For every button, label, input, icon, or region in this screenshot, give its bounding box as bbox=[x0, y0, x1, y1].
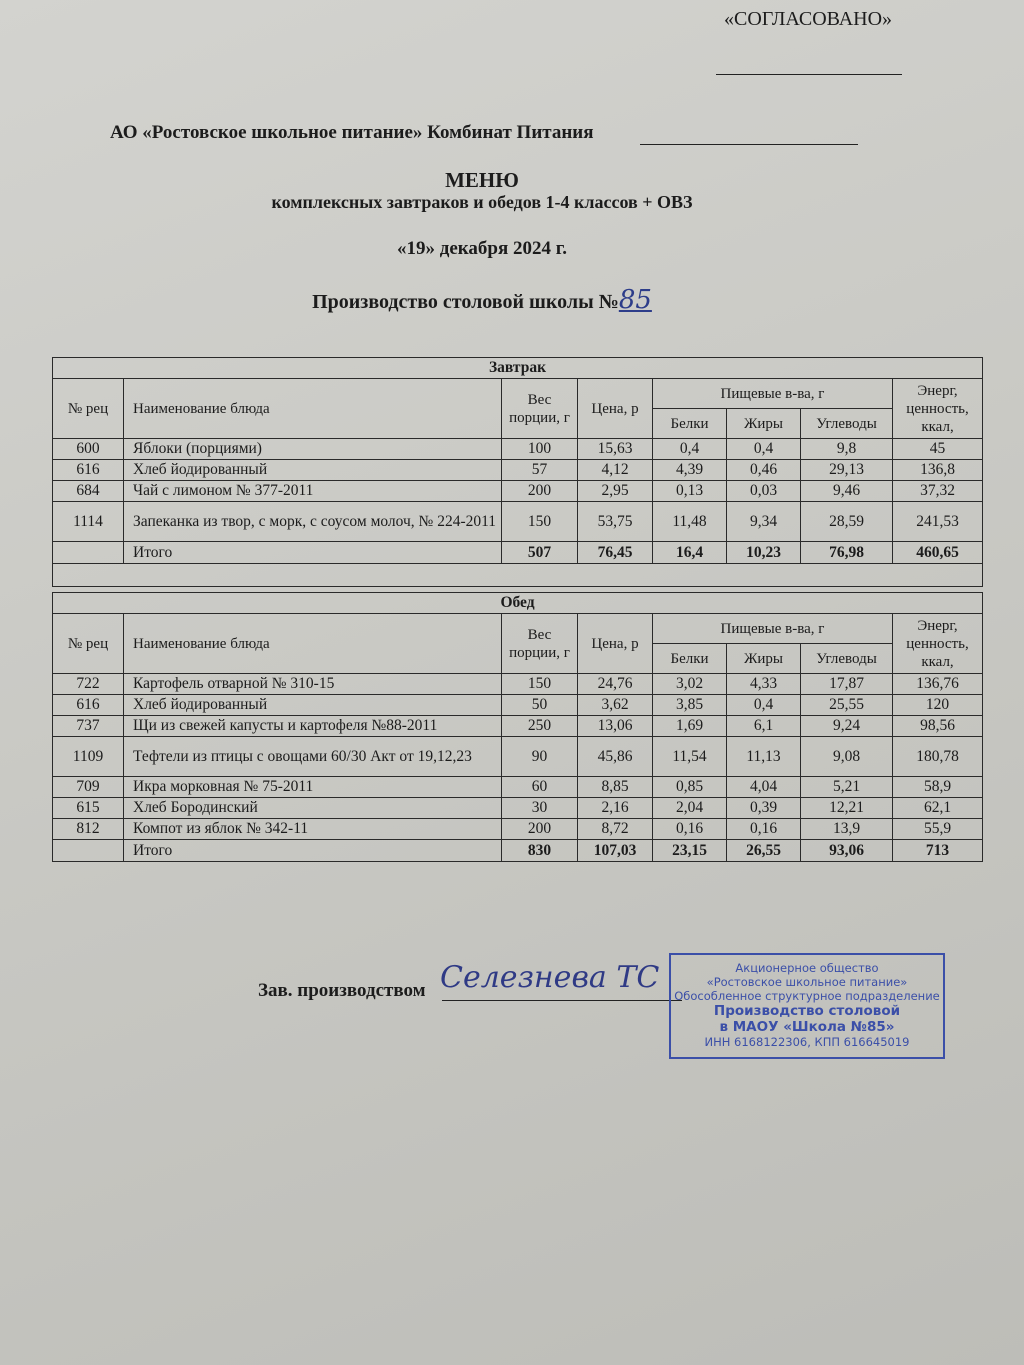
cell-num: 1109 bbox=[53, 737, 124, 777]
column-header-nutrients: Пищевые в-ва, г bbox=[653, 614, 893, 644]
column-header-weight: Вес порции, г bbox=[502, 614, 578, 674]
stamp-line: ИНН 6168122306, КПП 616645019 bbox=[704, 1035, 910, 1049]
cell-num: 615 bbox=[53, 798, 124, 819]
total-row bbox=[53, 542, 983, 564]
approval-signature-line bbox=[716, 74, 902, 75]
table-row bbox=[53, 798, 983, 819]
table-row bbox=[53, 674, 983, 695]
cell-price: 13,06 bbox=[578, 716, 653, 737]
cell-price: 24,76 bbox=[578, 674, 653, 695]
stamp-line: Акционерное общество bbox=[735, 961, 879, 975]
cell-carbs: 9,46 bbox=[801, 481, 893, 502]
column-header-name: Наименование блюда bbox=[124, 614, 502, 674]
cell-weight: 150 bbox=[502, 502, 578, 542]
cell-carbs: 9,24 bbox=[801, 716, 893, 737]
menu-title: МЕНЮ bbox=[445, 168, 519, 192]
cell-fat: 9,34 bbox=[727, 502, 801, 542]
cell-num: 737 bbox=[53, 716, 124, 737]
cell-protein: 3,85 bbox=[653, 695, 727, 716]
handwritten-signature: Селезнева ТС bbox=[440, 960, 660, 995]
table-row bbox=[53, 777, 983, 798]
cell-weight: 30 bbox=[502, 798, 578, 819]
cell-price: 15,63 bbox=[578, 439, 653, 460]
cell-weight: 200 bbox=[502, 481, 578, 502]
cell-fat: 0,39 bbox=[727, 798, 801, 819]
stamp-line: Обособленное структурное подразделение bbox=[674, 989, 940, 1003]
official-stamp bbox=[669, 953, 945, 1059]
production-label: Производство столовой школы № bbox=[312, 291, 619, 313]
cell-carbs: 13,9 bbox=[801, 819, 893, 840]
cell-energy: 62,1 bbox=[893, 798, 983, 819]
column-header-protein: Белки bbox=[653, 644, 727, 674]
cell-num: 709 bbox=[53, 777, 124, 798]
cell-weight: 50 bbox=[502, 695, 578, 716]
stamp-line: Производство столовой bbox=[713, 1003, 901, 1019]
cell-fat: 0,03 bbox=[727, 481, 801, 502]
total-weight: 830 bbox=[502, 840, 578, 862]
cell-name: Хлеб Бородинский bbox=[124, 798, 502, 819]
table-row bbox=[53, 460, 983, 481]
table-row bbox=[53, 502, 983, 542]
cell-weight: 60 bbox=[502, 777, 578, 798]
total-price: 107,03 bbox=[578, 840, 653, 862]
total-energy: 713 bbox=[893, 840, 983, 862]
cell-fat: 0,4 bbox=[727, 439, 801, 460]
school-number-handwritten: 85 bbox=[618, 285, 652, 315]
cell-name: Хлеб йодированный bbox=[124, 695, 502, 716]
spacer-row bbox=[53, 564, 983, 587]
section-title: Завтрак bbox=[53, 358, 983, 379]
cell-price: 8,85 bbox=[578, 777, 653, 798]
cell-weight: 200 bbox=[502, 819, 578, 840]
cell-weight: 90 bbox=[502, 737, 578, 777]
cell-carbs: 17,87 bbox=[801, 674, 893, 695]
organization-blank-line bbox=[640, 144, 858, 145]
cell-num: 600 bbox=[53, 439, 124, 460]
production-heading bbox=[0, 285, 964, 315]
cell-energy: 45 bbox=[893, 439, 983, 460]
cell-energy: 37,32 bbox=[893, 481, 983, 502]
total-carbs: 76,98 bbox=[801, 542, 893, 564]
stamp-line: в МАОУ «Школа №85» bbox=[719, 1019, 895, 1035]
cell-name: Тефтели из птицы с овощами 60/30 Акт от 19,12,23 bbox=[124, 737, 502, 777]
cell-energy: 58,9 bbox=[893, 777, 983, 798]
stamp-line: «Ростовское школьное питание» bbox=[706, 975, 908, 989]
total-num bbox=[53, 840, 124, 862]
lunch-table bbox=[52, 592, 983, 862]
cell-energy: 98,56 bbox=[893, 716, 983, 737]
column-header-energy: Энерг, ценность, ккал, bbox=[893, 379, 983, 439]
cell-carbs: 5,21 bbox=[801, 777, 893, 798]
cell-price: 4,12 bbox=[578, 460, 653, 481]
column-header-fat: Жиры bbox=[727, 644, 801, 674]
cell-price: 3,62 bbox=[578, 695, 653, 716]
cell-energy: 136,76 bbox=[893, 674, 983, 695]
section-title: Обед bbox=[53, 593, 983, 614]
column-header-num: № рец bbox=[53, 379, 124, 439]
spacer-cell bbox=[53, 564, 983, 587]
cell-protein: 0,13 bbox=[653, 481, 727, 502]
table-row bbox=[53, 481, 983, 502]
table-row bbox=[53, 819, 983, 840]
total-carbs: 93,06 bbox=[801, 840, 893, 862]
cell-fat: 11,13 bbox=[727, 737, 801, 777]
cell-fat: 4,04 bbox=[727, 777, 801, 798]
cell-carbs: 9,08 bbox=[801, 737, 893, 777]
menu-subtitle: комплексных завтраков и обедов 1-4 классов + ОВЗ bbox=[271, 192, 693, 212]
column-header-fat: Жиры bbox=[727, 409, 801, 439]
cell-name: Запеканка из твор, с морк, с соусом молоч, № 224-2011 bbox=[124, 502, 502, 542]
cell-fat: 6,1 bbox=[727, 716, 801, 737]
section-title-row bbox=[53, 593, 983, 614]
cell-energy: 120 bbox=[893, 695, 983, 716]
table-row bbox=[53, 695, 983, 716]
total-num bbox=[53, 542, 124, 564]
total-price: 76,45 bbox=[578, 542, 653, 564]
cell-weight: 100 bbox=[502, 439, 578, 460]
total-fat: 10,23 bbox=[727, 542, 801, 564]
cell-num: 722 bbox=[53, 674, 124, 695]
signature-line bbox=[442, 1000, 682, 1001]
cell-protein: 1,69 bbox=[653, 716, 727, 737]
cell-num: 616 bbox=[53, 460, 124, 481]
cell-fat: 0,46 bbox=[727, 460, 801, 481]
organization-name: АО «Ростовское школьное питание» Комбинат Питания bbox=[110, 122, 594, 143]
column-header-carbs: Углеводы bbox=[801, 409, 893, 439]
column-header-price: Цена, р bbox=[578, 614, 653, 674]
cell-price: 53,75 bbox=[578, 502, 653, 542]
total-weight: 507 bbox=[502, 542, 578, 564]
cell-weight: 150 bbox=[502, 674, 578, 695]
column-header-nutrients: Пищевые в-ва, г bbox=[653, 379, 893, 409]
total-protein: 23,15 bbox=[653, 840, 727, 862]
cell-num: 684 bbox=[53, 481, 124, 502]
total-name: Итого bbox=[124, 840, 502, 862]
cell-fat: 4,33 bbox=[727, 674, 801, 695]
cell-carbs: 29,13 bbox=[801, 460, 893, 481]
cell-weight: 250 bbox=[502, 716, 578, 737]
column-header-weight: Вес порции, г bbox=[502, 379, 578, 439]
breakfast-table bbox=[52, 357, 983, 587]
cell-price: 8,72 bbox=[578, 819, 653, 840]
column-header-name: Наименование блюда bbox=[124, 379, 502, 439]
cell-name: Щи из свежей капусты и картофеля №88-2011 bbox=[124, 716, 502, 737]
table-row bbox=[53, 737, 983, 777]
column-header-num: № рец bbox=[53, 614, 124, 674]
cell-carbs: 25,55 bbox=[801, 695, 893, 716]
cell-carbs: 12,21 bbox=[801, 798, 893, 819]
cell-protein: 2,04 bbox=[653, 798, 727, 819]
column-header-carbs: Углеводы bbox=[801, 644, 893, 674]
cell-energy: 241,53 bbox=[893, 502, 983, 542]
total-fat: 26,55 bbox=[727, 840, 801, 862]
cell-name: Компот из яблок № 342-11 bbox=[124, 819, 502, 840]
header-row bbox=[53, 614, 983, 644]
cell-price: 45,86 bbox=[578, 737, 653, 777]
cell-protein: 0,4 bbox=[653, 439, 727, 460]
cell-carbs: 28,59 bbox=[801, 502, 893, 542]
cell-protein: 11,48 bbox=[653, 502, 727, 542]
table-row bbox=[53, 716, 983, 737]
approved-label: «СОГЛАСОВАНО» bbox=[724, 8, 893, 30]
column-header-protein: Белки bbox=[653, 409, 727, 439]
cell-protein: 3,02 bbox=[653, 674, 727, 695]
signature-label: Зав. производством bbox=[258, 980, 426, 1001]
cell-protein: 11,54 bbox=[653, 737, 727, 777]
cell-energy: 180,78 bbox=[893, 737, 983, 777]
cell-protein: 0,16 bbox=[653, 819, 727, 840]
cell-price: 2,16 bbox=[578, 798, 653, 819]
column-header-energy: Энерг, ценность, ккал, bbox=[893, 614, 983, 674]
cell-name: Яблоки (порциями) bbox=[124, 439, 502, 460]
cell-energy: 55,9 bbox=[893, 819, 983, 840]
cell-carbs: 9,8 bbox=[801, 439, 893, 460]
cell-name: Икра морковная № 75-2011 bbox=[124, 777, 502, 798]
column-header-price: Цена, р bbox=[578, 379, 653, 439]
cell-fat: 0,4 bbox=[727, 695, 801, 716]
total-energy: 460,65 bbox=[893, 542, 983, 564]
cell-name: Хлеб йодированный bbox=[124, 460, 502, 481]
cell-name: Чай с лимоном № 377-2011 bbox=[124, 481, 502, 502]
total-row bbox=[53, 840, 983, 862]
total-name: Итого bbox=[124, 542, 502, 564]
cell-num: 1114 bbox=[53, 502, 124, 542]
table-row bbox=[53, 439, 983, 460]
section-title-row bbox=[53, 358, 983, 379]
cell-fat: 0,16 bbox=[727, 819, 801, 840]
cell-protein: 0,85 bbox=[653, 777, 727, 798]
total-protein: 16,4 bbox=[653, 542, 727, 564]
cell-num: 616 bbox=[53, 695, 124, 716]
menu-date: «19» декабря 2024 г. bbox=[396, 238, 568, 259]
header-row bbox=[53, 379, 983, 409]
cell-weight: 57 bbox=[502, 460, 578, 481]
cell-num: 812 bbox=[53, 819, 124, 840]
cell-protein: 4,39 bbox=[653, 460, 727, 481]
cell-name: Картофель отварной № 310-15 bbox=[124, 674, 502, 695]
cell-price: 2,95 bbox=[578, 481, 653, 502]
cell-energy: 136,8 bbox=[893, 460, 983, 481]
